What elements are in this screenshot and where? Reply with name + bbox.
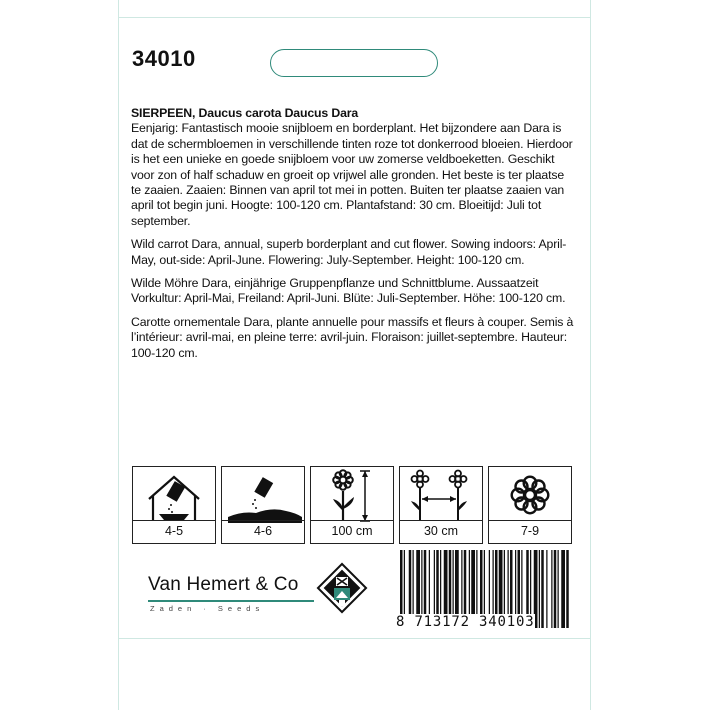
outdoor-sowing-icon xyxy=(222,467,304,523)
product-code: 34010 xyxy=(132,46,196,71)
barcode-bar xyxy=(561,550,565,628)
top-border xyxy=(119,17,590,18)
outdoor-sowing-label: 4-6 xyxy=(222,520,304,543)
indoor-sowing-icon xyxy=(133,467,215,523)
plant-spacing-icon xyxy=(400,467,482,523)
dutch-body: Eenjarig: Fantastisch mooie snijbloem en borderplant. Het bijzondere aan Dara is dat de schermbloemen in verschillende tinten roze tot donkerrood bloeien. Hierdoor is het een unieke en goede snijbloem voor uw zomerse veldboeketten. Geschikt voor zon of half schaduw en groeit op vrijwel alle gronden. Het beste is ter plaatse te zaaien. Zaaien: Binnen van april tot mei in potten. Buiten ter plaatse zaaien van april tot begin juni. Hoogte: 100-120 cm. Plantafstand: 30 cm. Bloeitijd: Juli tot september. xyxy=(131,121,573,228)
indoor-sowing-tile xyxy=(132,466,216,544)
brand-underline xyxy=(148,600,314,602)
indoor-sowing-label: 4-5 xyxy=(133,520,215,543)
description-block xyxy=(131,106,576,369)
german-paragraph: Wilde Möhre Dara, einjährige Gruppenpflanze und Schnittblume. Aussaatzeit Vorkultur: April-Mai, Freiland: April-Juni. Blüte: Juli-September. Höhe: 100-120 cm. xyxy=(131,276,566,306)
plant-spacing-tile xyxy=(399,466,483,544)
brand-tagline: Zaden · Seeds xyxy=(150,604,265,613)
barcode-bar xyxy=(554,550,557,628)
french-paragraph: Carotte ornementale Dara, plante annuelle pour massifs et fleurs à couper. Semis à l’intérieur: avril-mai, en pleine terre: avril-juin. Floraison: juillet-septembre. Hauteur: 100-120 cm. xyxy=(131,314,574,360)
barcode-digits: 8 713172 340103 xyxy=(396,614,535,630)
dutch-paragraph xyxy=(131,106,576,229)
plant-spacing-label: 30 cm xyxy=(400,520,482,543)
english-paragraph: Wild carrot Dara, annual, superb borderplant and cut flower. Sowing indoors: April-May, out-side: April-June. Flowering: July-September. Height: 100-120 cm. xyxy=(131,237,567,267)
brand-name: Van Hemert & Co xyxy=(148,574,299,595)
plant-height-label: 100 cm xyxy=(311,520,393,543)
barcode-bar xyxy=(558,550,559,628)
growing-info-icons xyxy=(132,466,573,544)
label-field xyxy=(270,49,438,77)
flowering-icon xyxy=(489,467,571,523)
plant-height-tile xyxy=(310,466,394,544)
plant-height-icon xyxy=(311,467,393,523)
outdoor-sowing-tile xyxy=(221,466,305,544)
dutch-title: SIERPEEN, Daucus carota Daucus Dara xyxy=(131,106,359,120)
flowering-label: 7-9 xyxy=(489,520,571,543)
barcode-bar xyxy=(551,550,552,628)
barcode-bar xyxy=(539,550,540,628)
barcode-bar xyxy=(541,550,544,628)
barcode-bar xyxy=(546,550,547,628)
bottom-border xyxy=(119,638,590,639)
brand-emblem-icon xyxy=(316,562,368,614)
barcode-bar xyxy=(566,550,569,628)
flowering-tile xyxy=(488,466,572,544)
